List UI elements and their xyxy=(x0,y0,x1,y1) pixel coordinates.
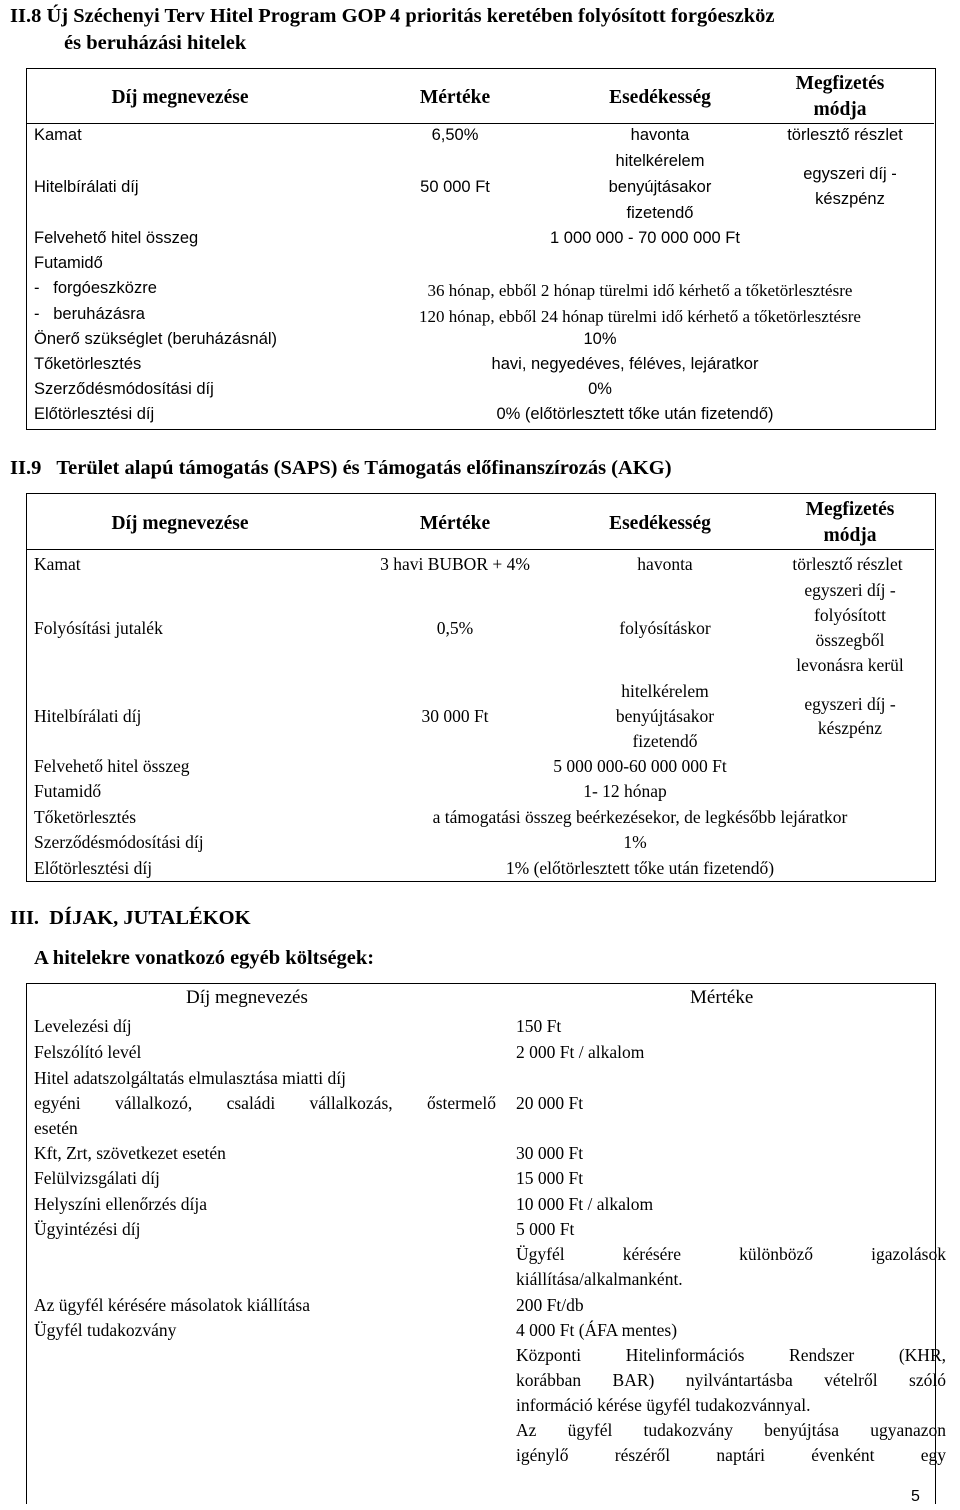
row3-helyszini-rate: 10 000 Ft / alkalom xyxy=(516,1194,654,1214)
section-subtitle-III: A hitelekre vonatkozó egyéb költségek: xyxy=(34,947,375,969)
section-title-II9: II.9 Terület alapú támogatás (SAPS) és Támogatás előfinanszírozás (AKG) xyxy=(10,457,672,479)
row2-kamat-rate: 3 havi BUBOR + 4% xyxy=(380,554,530,574)
section-title-II8: II.8 Új Széchenyi Terv Hitel Program GOP 4 prioritás keretében folyósított forgóeszköz xyxy=(10,5,775,27)
row-futamido-val-1: 36 hónap, ebből 2 hónap türelmi idő kérhető a tőketörlesztésre xyxy=(427,281,853,300)
row2-folyositasi-pay-4: levonásra kerül xyxy=(796,655,904,675)
section-title-II8-cont: és beruházási hitelek xyxy=(64,32,247,54)
row2-hitelbiralati-due-1: hitelkérelem xyxy=(621,681,709,701)
col2-header-due: Esedékesség xyxy=(609,513,711,534)
row2-futamido-value: 1- 12 hónap xyxy=(583,781,667,801)
row3-tudakozvany-rate-3: korábban BAR) nyilvántartásba vételről szóló xyxy=(516,1370,946,1390)
row-toketorlesztes-value: havi, negyedéves, féléves, lejáratkor xyxy=(491,355,759,373)
row-hitelbiralati-pay-2: készpénz xyxy=(815,190,885,208)
row2-folyositasi-pay-1: egyszeri díj - xyxy=(804,580,896,600)
row2-felveheto-value: 5 000 000-60 000 000 Ft xyxy=(553,756,727,776)
row2-folyositasi-due: folyósításkor xyxy=(619,618,711,638)
col-header-due: Esedékesség xyxy=(609,87,711,108)
row-hitelbiralati-due-3: fizetendő xyxy=(626,204,694,222)
row3-ugyintezesi-name: Ügyintézési díj xyxy=(34,1219,141,1239)
row3-helyszini-name: Helyszíni ellenőrzés díja xyxy=(34,1194,207,1214)
col-header-pay-2: módja xyxy=(813,99,867,120)
row3-levelezesi-name: Levelezési díj xyxy=(34,1016,132,1036)
row-felveheto-value: 1 000 000 - 70 000 000 Ft xyxy=(550,229,740,247)
row2-folyositasi-pay-2: folyósított xyxy=(814,605,886,625)
col-header-pay-1: Megfizetés xyxy=(795,73,885,94)
header-divider xyxy=(26,123,934,124)
row3-ugyintezesi-rate-2: Ügyfél kérésére különböző igazolások xyxy=(516,1244,946,1264)
row2-felveheto-name: Felvehető hitel összeg xyxy=(34,756,190,776)
row2-elotorlesztes-name: Előtörlesztési díj xyxy=(34,858,153,878)
row2-elotorlesztes-value: 1% (előtörlesztett tőke után fizetendő) xyxy=(505,858,775,878)
row3-adatszolg-line-1: Hitel adatszolgáltatás elmulasztása miatti díj xyxy=(34,1068,346,1088)
row-onero-name: Önerő szükséglet (beruházásnál) xyxy=(34,330,278,348)
row3-ugyintezesi-rate-3: kiállítása/alkalmanként. xyxy=(516,1269,683,1289)
row-onero-value: 10% xyxy=(583,330,617,348)
header2-divider xyxy=(26,549,934,550)
col-header-rate: Mértéke xyxy=(419,87,491,108)
row2-hitelbiralati-name: Hitelbírálati díj xyxy=(34,706,142,726)
row2-hitelbiralati-rate: 30 000 Ft xyxy=(421,706,489,726)
row-hitelbiralati-pay-1: egyszeri díj - xyxy=(803,165,897,183)
row-hitelbiralati-due-1: hitelkérelem xyxy=(615,152,705,170)
row2-szerzodes-name: Szerződésmódosítási díj xyxy=(34,832,204,852)
row2-hitelbiralati-pay-1: egyszeri díj - xyxy=(804,694,896,714)
row3-tudakozvany-rate-5: Az ügyfél tudakozvány benyújtása ugyanazon xyxy=(516,1420,946,1440)
row2-kamat-name: Kamat xyxy=(34,554,81,574)
row-futamido-val-2: 120 hónap, ebből 24 hónap türelmi idő kérhető a tőketörlesztésre xyxy=(419,307,861,326)
row-hitelbiralati-rate: 50 000 Ft xyxy=(420,178,490,196)
row-kamat-due: havonta xyxy=(630,126,690,144)
col-header-name: Díj megnevezése xyxy=(111,87,249,108)
section-title-III: III. DÍJAK, JUTALÉKOK xyxy=(10,907,251,929)
row3-felszolito-name: Felszólító levél xyxy=(34,1042,142,1062)
row3-masolatok-rate: 200 Ft/db xyxy=(516,1295,584,1315)
row2-hitelbiralati-pay-2: készpénz xyxy=(817,718,883,738)
row2-hitelbiralati-due-2: benyújtásakor xyxy=(615,706,715,726)
row3-ugyintezesi-rate-1: 5 000 Ft xyxy=(516,1219,575,1239)
row3-kft-rate: 30 000 Ft xyxy=(516,1143,584,1163)
row3-tudakozvany-rate-1: 4 000 Ft (ÁFA mentes) xyxy=(516,1320,678,1340)
row2-folyositasi-name: Folyósítási jutalék xyxy=(34,618,163,638)
col3-header-name: Díj megnevezés xyxy=(186,987,308,1008)
row3-adatszolg-line-2: egyéni vállalkozó, családi vállalkozás, őstermelő xyxy=(34,1093,496,1113)
row2-hitelbiralati-due-3: fizetendő xyxy=(632,731,698,751)
row-elotorlesztes-name: Előtörlesztési díj xyxy=(34,405,155,423)
row-szerzodes-value: 0% xyxy=(588,380,612,398)
row-szerzodes-name: Szerződésmódosítási díj xyxy=(34,380,214,398)
row-hitelbiralati-due-2: benyújtásakor xyxy=(608,178,712,196)
row-futamido-name: Futamidő xyxy=(34,254,103,272)
row3-tudakozvany-rate-2: Központi Hitelinformációs Rendszer (KHR, xyxy=(516,1345,946,1365)
row3-adatszolg-rate: 20 000 Ft xyxy=(516,1093,584,1113)
row-kamat-rate: 6,50% xyxy=(431,126,479,144)
col2-header-rate: Mértéke xyxy=(419,513,491,534)
row-futamido-sub-1: - forgóeszközre xyxy=(34,279,157,297)
row2-futamido-name: Futamidő xyxy=(34,781,102,801)
row2-folyositasi-pay-3: összegből xyxy=(815,630,885,650)
row3-felulvizsgalati-rate: 15 000 Ft xyxy=(516,1168,584,1188)
row3-tudakozvany-name: Ügyfél tudakozvány xyxy=(34,1320,177,1340)
row-toketorlesztes-name: Tőketörlesztés xyxy=(34,355,142,373)
row3-levelezesi-rate: 150 Ft xyxy=(516,1016,562,1036)
row2-toketorlesztes-value: a támogatási összeg beérkezésekor, de legkésőbb lejáratkor xyxy=(432,807,848,827)
row2-kamat-due: havonta xyxy=(637,554,693,574)
row-elotorlesztes-value: 0% (előtörlesztett tőke után fizetendő) xyxy=(496,405,774,423)
row3-tudakozvany-rate-6: igénylő részéről naptári évenként egy xyxy=(516,1445,946,1465)
row-hitelbiralati-name: Hitelbírálati díj xyxy=(34,178,139,196)
row-felveheto-name: Felvehető hitel összeg xyxy=(34,229,199,247)
row3-tudakozvany-rate-4: információ kérése ügyfél tudakozvánnyal. xyxy=(516,1395,811,1415)
row-kamat-name: Kamat xyxy=(34,126,82,144)
row3-adatszolg-line-3: esetén xyxy=(34,1118,78,1138)
col2-header-name: Díj megnevezése xyxy=(111,513,249,534)
row-futamido-sub-2: - beruházásra xyxy=(34,305,145,323)
row-kamat-pay: törlesztő részlet xyxy=(787,126,903,144)
col2-header-pay-1: Megfizetés xyxy=(805,499,895,520)
row2-szerzodes-value: 1% xyxy=(623,832,647,852)
row3-masolatok-name: Az ügyfél kérésére másolatok kiállítása xyxy=(34,1295,311,1315)
row3-felulvizsgalati-name: Felülvizsgálati díj xyxy=(34,1168,160,1188)
page-number: 5 xyxy=(911,1488,920,1505)
col3-header-rate: Mértéke xyxy=(690,987,754,1008)
row3-kft-name: Kft, Zrt, szövetkezet esetén xyxy=(34,1143,226,1163)
row2-kamat-pay: törlesztő részlet xyxy=(792,554,903,574)
col2-header-pay-2: módja xyxy=(823,525,877,546)
row2-folyositasi-rate: 0,5% xyxy=(436,618,474,638)
row3-felszolito-rate: 2 000 Ft / alkalom xyxy=(516,1042,645,1062)
row2-toketorlesztes-name: Tőketörlesztés xyxy=(34,807,137,827)
